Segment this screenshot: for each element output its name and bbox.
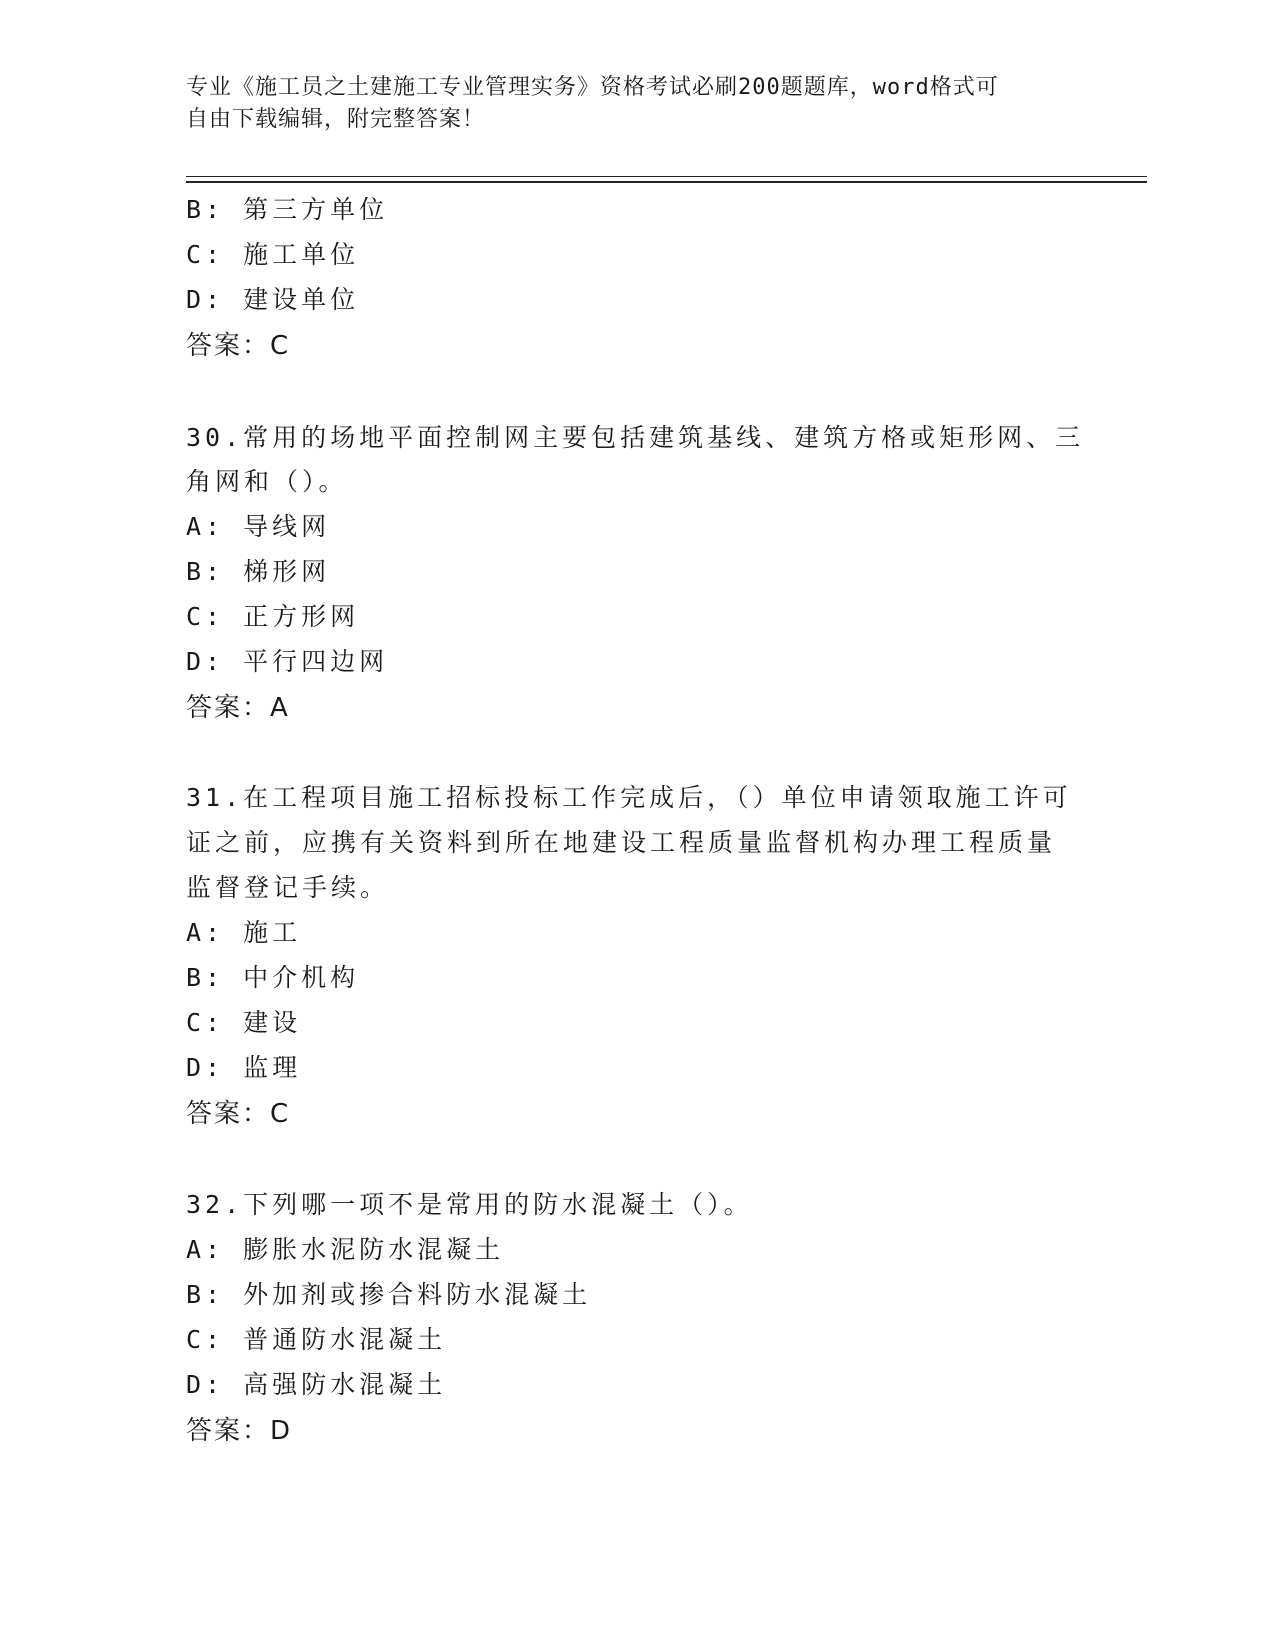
header-line-1: 专业《施工员之土建施工专业管理实务》资格考试必刷200题题库，word格式可 xyxy=(186,75,999,100)
option-line: D: 高强防水混凝土 xyxy=(186,1370,447,1399)
option-line: A: 施工 xyxy=(186,918,302,947)
option-line: C: 正方形网 xyxy=(186,602,360,631)
option-line: A: 膨胀水泥防水混凝土 xyxy=(186,1235,505,1264)
header-line-2: 自由下载编辑，附完整答案！ xyxy=(186,107,486,132)
option-line: B: 梯形网 xyxy=(186,557,331,586)
option-line: C: 施工单位 xyxy=(186,240,360,269)
question-stem-line: 31.在工程项目施工招标投标工作完成后，（）单位申请领取施工许可 xyxy=(186,783,1072,812)
question-stem-line: 角网和（）。 xyxy=(186,467,348,496)
question-stem-line: 证之前，应携有关资料到所在地建设工程质量监督机构办理工程质量 xyxy=(186,828,1057,857)
answer-line: 答案：A xyxy=(186,693,290,723)
answer-line: 答案：D xyxy=(186,1416,293,1446)
answer-line: 答案：C xyxy=(186,331,291,361)
option-line: B: 第三方单位 xyxy=(186,195,389,224)
question-stem-line: 32.下列哪一项不是常用的防水混凝土（）。 xyxy=(186,1190,753,1219)
answer-line: 答案：C xyxy=(186,1099,291,1129)
document-header xyxy=(186,72,1066,136)
option-line: D: 监理 xyxy=(186,1053,302,1082)
option-line: B: 中介机构 xyxy=(186,963,360,992)
option-line: B: 外加剂或掺合料防水混凝土 xyxy=(186,1280,592,1309)
header-rule-thick xyxy=(186,181,1147,183)
option-line: C: 建设 xyxy=(186,1008,302,1037)
option-line: D: 建设单位 xyxy=(186,285,360,314)
option-line: C: 普通防水混凝土 xyxy=(186,1325,447,1354)
question-stem-line: 30.常用的场地平面控制网主要包括建筑基线、建筑方格或矩形网、三 xyxy=(186,423,1085,452)
option-line: A: 导线网 xyxy=(186,512,331,541)
header-rule-thin xyxy=(186,176,1147,177)
option-line: D: 平行四边网 xyxy=(186,647,389,676)
question-stem-line: 监督登记手续。 xyxy=(186,873,390,902)
